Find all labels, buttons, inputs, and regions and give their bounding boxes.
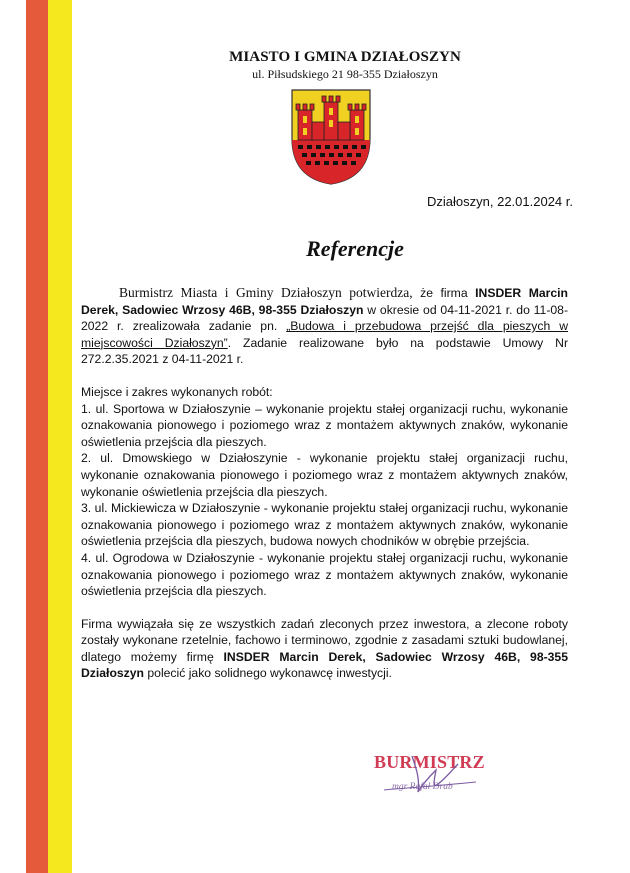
letterhead — [200, 49, 490, 82]
scope-heading: Miejsce i zakres wykonanych robót: — [81, 384, 273, 399]
handwritten-signature-icon — [366, 748, 516, 808]
yellow-flag-stripe — [48, 0, 72, 873]
signature-title: BURMISTRZ — [374, 752, 485, 772]
scope-item-3: 3. ul. Mickiewicza w Działoszynie - wykonanie projektu stałej organizacji ruchu, wykonanie oznakowania pionowego i poziomego wraz z montażem aktywnych znaków, wykonanie oświetlenia przejścia dla pieszych, budowa nowych chodników w obrębie przejścia. — [81, 501, 568, 549]
intro-paragraph — [81, 285, 568, 368]
scope-item-2: 2. ul. Dmowskiego w Działoszynie - wykonanie projektu stałej organizacji ruchu, wykonanie oznakowania pionowego i poziomego wraz z montażem aktywnych znaków, wykonanie oświetlenia przejścia dla pieszych. — [81, 451, 568, 499]
signature-stamp — [366, 748, 516, 808]
intro-lead: Burmistrz Miasta i Gminy Działoszyn potwierdza, — [119, 285, 413, 300]
intro-company: INSDER Marcin Derek, Sadowiec Wrzosy 46B, 98-355 Działoszyn — [81, 286, 568, 317]
letterhead-title: MIASTO I GMINA DZIAŁOSZYN — [229, 49, 461, 65]
date-line: Działoszyn, 22.01.2024 r. — [427, 194, 573, 209]
scope-item-4: 4. ul. Ogrodowa w Działoszynie - wykonanie projektu stałej organizacji ruchu, wykonanie oznakowania pionowego i poziomego wraz z montażem aktywnych znaków, wykonanie oświetlenia przejścia dla pieszych. — [81, 550, 568, 599]
red-flag-stripe — [26, 0, 48, 873]
intro-task-name: „Budowa i przebudowa przejść dla pieszych w miejscowości Działoszyn” — [81, 319, 568, 350]
closing-text-2: polecić jako solidnego wykonawcę inwestycji. — [144, 666, 392, 681]
coat-of-arms-icon — [290, 88, 372, 186]
document-heading: Referencje — [306, 236, 404, 261]
closing-paragraph — [81, 616, 568, 682]
letterhead-address: ul. Piłsudskiego 21 98-355 Działoszyn — [252, 67, 438, 81]
intro-text-2: w okresie od 04-11-2021 r. do 11-08-2022 r. zrealizowała zadanie pn. — [81, 302, 569, 334]
closing-company: INSDER Marcin Derek, Sadowiec Wrzosy 46B, 98-355 Działoszyn — [81, 649, 568, 681]
intro-text-3: . Zadanie realizowane było na podstawie Umowy Nr 272.2.35.2021 z 04-11-2021 r. — [81, 335, 568, 367]
signature-name: mgr Rafał Drab — [392, 782, 453, 792]
letter-body — [81, 285, 568, 682]
intro-text-1: że firma — [412, 286, 476, 300]
closing-text-1: Firma wywiązała się ze wszystkich zadań zleconych przez inwestora, a zlecone roboty zostały wykonane rzetelnie, fachowo i terminowo, zgodnie z zasadami sztuki budowlanej, dlatego możemy firmę — [81, 616, 568, 664]
scope-item-1: 1. ul. Sportowa w Działoszynie – wykonanie projektu stałej organizacji ruchu, wykonanie oznakowania pionowego i poziomego wraz z montażem aktywnych znaków, wykonanie oświetlenia przejścia dla pieszych. — [81, 401, 568, 449]
